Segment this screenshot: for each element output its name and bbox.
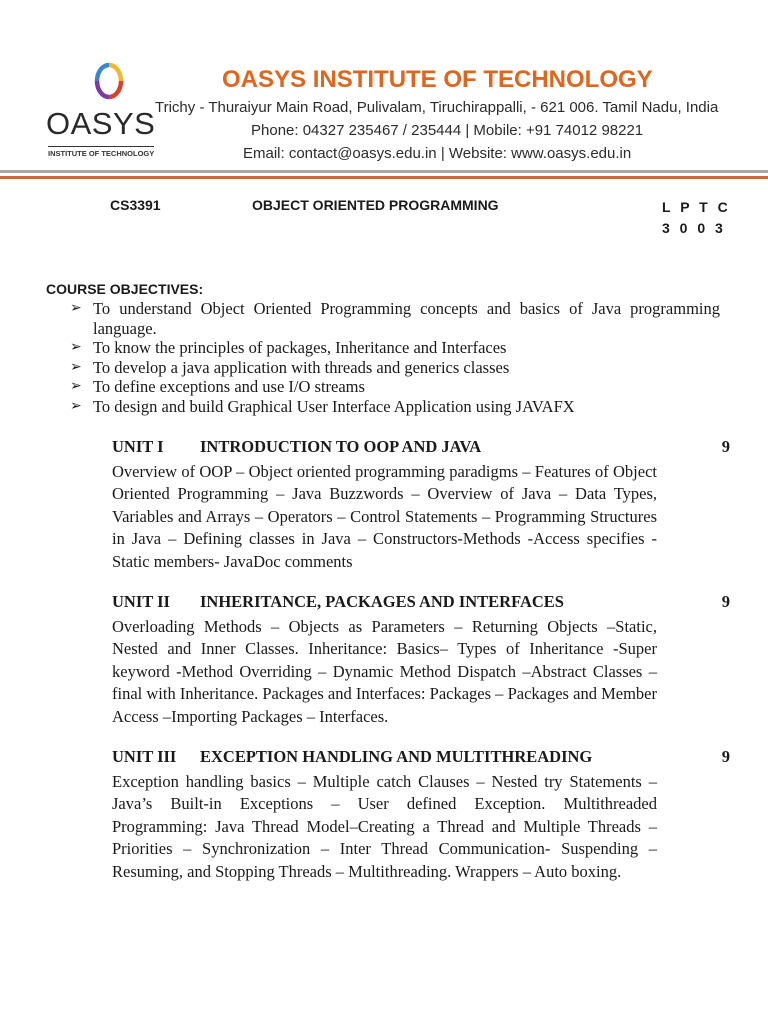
objective-item: ➢ To know the principles of packages, Inheritance and Interfaces bbox=[70, 338, 720, 358]
unit-content: Overloading Methods – Objects as Parameters – Returning Objects –Static, Nested and Inner Classes. Inheritance: Basics– Types of Inheritance -Super keyword -Method Overriding – Dynamic Method Dispatch –Abstract Classes – final with Inheritance. Packages and Interfaces: Packages – Packages and Member Access –Importing Packages – Interfaces. bbox=[112, 617, 657, 726]
course-title: OBJECT ORIENTED PROGRAMMING bbox=[252, 197, 499, 213]
unit-hours: 9 bbox=[721, 437, 730, 456]
unit-title: INHERITANCE, PACKAGES AND INTERFACES bbox=[200, 592, 564, 611]
unit-heading bbox=[112, 747, 730, 771]
unit-hours: 9 bbox=[721, 747, 730, 766]
ltpc-label: L P T C bbox=[662, 199, 731, 215]
unit-section bbox=[112, 437, 730, 573]
institute-email-website: Email: contact@oasys.edu.in | Website: www.oasys.edu.in bbox=[243, 145, 632, 162]
unit-number: UNIT II bbox=[112, 592, 170, 611]
objective-item: ➢ To design and build Graphical User Interface Application using JAVAFX bbox=[70, 397, 720, 417]
ring-logo-icon bbox=[94, 62, 124, 102]
logo-subtitle: INSTITUTE OF TECHNOLOGY bbox=[48, 146, 154, 158]
unit-heading bbox=[112, 592, 730, 616]
institute-address: Trichy - Thuraiyur Main Road, Pulivalam, Tiruchirappalli, - 621 006. Tamil Nadu, India bbox=[155, 99, 719, 116]
institute-name: OASYS INSTITUTE OF TECHNOLOGY bbox=[222, 66, 653, 93]
institute-phone: Phone: 04327 235467 / 235444 | Mobile: +91 74012 98221 bbox=[251, 122, 644, 139]
course-code: CS3391 bbox=[110, 197, 161, 213]
unit-title: INTRODUCTION TO OOP AND JAVA bbox=[200, 437, 482, 456]
letterhead-divider-accent bbox=[0, 176, 768, 179]
unit-number: UNIT I bbox=[112, 437, 164, 456]
unit-section bbox=[112, 747, 730, 883]
objective-item: ➢ To develop a java application with threads and generics classes bbox=[70, 358, 720, 378]
objectives-heading: COURSE OBJECTIVES: bbox=[46, 281, 204, 297]
unit-content: Exception handling basics – Multiple catch Clauses – Nested try Statements – Java’s Built-in Exceptions – User defined Exception. Multithreaded Programming: Java Thread Model–Creating a Thread and Multiple Threads – Priorities – Synchronization – Inter Thread Communication- Suspending –Resuming, and Stopping Threads – Multithreading. Wrappers – Auto boxing. bbox=[112, 772, 657, 881]
objectives-list bbox=[70, 299, 720, 417]
letterhead-divider-grey bbox=[0, 170, 768, 173]
letterhead bbox=[0, 0, 768, 185]
unit-heading bbox=[112, 437, 730, 461]
logo-wordmark: OASYS bbox=[46, 106, 156, 141]
objective-item: ➢ To define exceptions and use I/O streams bbox=[70, 377, 720, 397]
unit-hours: 9 bbox=[721, 592, 730, 611]
course-ltpc bbox=[662, 197, 731, 239]
ltpc-values: 3 0 0 3 bbox=[662, 220, 726, 236]
unit-title: EXCEPTION HANDLING AND MULTITHREADING bbox=[200, 747, 593, 766]
objective-item: ➢ To understand Object Oriented Programming concepts and basics of Java programming language. bbox=[70, 299, 720, 338]
unit-section bbox=[112, 592, 730, 728]
unit-number: UNIT III bbox=[112, 747, 177, 766]
institute-logo bbox=[44, 62, 156, 162]
unit-content: Overview of OOP – Object oriented programming paradigms – Features of Object Oriented Programming – Java Buzzwords – Overview of Java – Data Types, Variables and Arrays – Operators – Control Statements – Programming Structures in Java – Defining classes in Java – Constructors-Methods -Access specifies - Static members- JavaDoc comments bbox=[112, 462, 657, 571]
